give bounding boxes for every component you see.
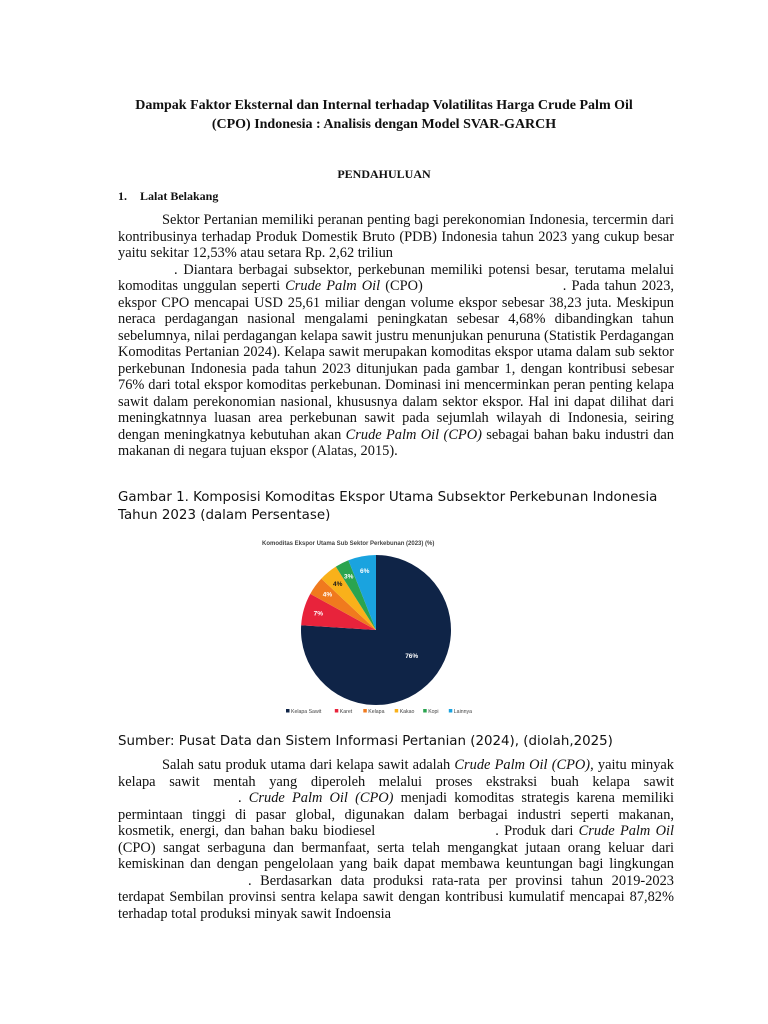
subsection-number: 1. [118, 189, 127, 203]
slice-label-kopi: 3% [344, 573, 354, 581]
p2-sentence-1: Salah satu produk utama dari kelapa sawit adalah [162, 757, 455, 773]
p2-italic-cpo-2: Crude Palm Oil (CPO) [248, 790, 394, 806]
legend-swatch-kopi [423, 709, 427, 713]
p1-italic-cpo: Crude Palm Oil [285, 278, 381, 294]
legend-swatch-kakao [395, 709, 399, 713]
p1-sentence-3: (CPO) [380, 278, 423, 294]
p1-sentence-2: . Diantara berbagai subsektor, perkebunan memiliki potensi besar, terutama melalui komoditas unggulan seperti [118, 261, 674, 294]
legend-label-kopi: Kopi [428, 709, 439, 715]
paper-title [100, 96, 668, 134]
p2-sentence-5: . Produk dari [495, 823, 579, 839]
pie-chart-svg [252, 533, 528, 723]
p1-sentence-4: . Pada tahun 2023, ekspor CPO mencapai USD 25,61 miliar dengan volume ekspor sebesar 38,23 juta. Meskipun neraca perdagangan nasional mengalami peningkatan sebesar 4,68% dibandingkan tahun sebelumnya, nilai perdagangan kelapa sawit justru menunjukan penuruna (Statistik Perdagangan Komoditas Pertanian 2024). Kelapa sawit merupakan komoditas ekspor utama dalam sub sektor perkebunan Indonesia pada tahun 2023 ditunjukan pada gambar 1, dengan kontribusi sebesar 76% dari total ekspor komoditas perkebunan. Dominasi ini mencerminkan peran penting kelapa sawit dalam perekonomian nasional, khususnya dalam sektor ekspor. Hal ini dapat dilihat dari meningkatnnya luasan area perkebunan sawit pada sejumlah wilayah di Indonesia, seiring dengan meningkatnya kebutuhan akan [118, 278, 675, 443]
legend-swatch-kelapa [363, 709, 367, 713]
p2-sentence-6: (CPO) sangat serbaguna dan bermanfaat, serta telah mengangkat jutaan orang keluar dari kemiskinan dan dengan pengelolaan yang baik dapat membawa keuntungan bagi lingkungan [118, 839, 674, 872]
p1-italic-cpo-2: Crude Palm Oil (CPO) [345, 426, 482, 443]
chart-title: Komoditas Ekspor Utama Sub Sektor Perkebunan (2023) (%) [262, 541, 435, 547]
p2-italic-cpo-3: Crude Palm Oil [578, 823, 675, 839]
paragraph-2-text [118, 757, 674, 922]
paper-title-line-2: (CPO) Indonesia : Analisis dengan Model SVAR-GARCH [211, 117, 557, 132]
p2-sentence-2: , yaitu minyak kelapa sawit mentah yang diperoleh melalui proses ekstraksi buah kelapa sawit [118, 757, 675, 790]
slice-label-lainnya: 6% [360, 568, 370, 576]
p2-italic-cpo: Crude Palm Oil (CPO) [454, 757, 591, 773]
subsection-heading [118, 189, 218, 204]
legend-swatch-karet [335, 709, 339, 713]
legend-swatch-kelapa-sawit [286, 709, 290, 713]
figure-source: Sumber: Pusat Data dan Sistem Informasi Pertanian (2024), (diolah,2025) [118, 734, 613, 749]
p1-sentence-5: sebagai bahan baku industri dan makanan di negara tujuan ekspor (Alatas, 2015). [118, 426, 674, 459]
paragraph-1 [118, 212, 674, 460]
p2-sentence-4: menjadi komoditas strategis karena memiliki permintaan tinggi di pasar global, digunakan dalam berbagai industri seperti makanan, kosmetik, energi, dan bahan baku biodiesel [118, 790, 674, 839]
legend-label-kakao: Kakao [399, 709, 415, 715]
legend-label-kelapa-sawit: Kelapa Sawit [291, 709, 322, 715]
p2-sentence-3: . [238, 790, 249, 806]
legend-label-lainnya: Lainnya [453, 709, 472, 715]
legend-swatch-lainnya [449, 709, 453, 713]
slice-label-kelapa: 4% [322, 591, 333, 599]
section-heading: PENDAHULUAN [337, 167, 431, 181]
legend-label-kelapa: Kelapa [368, 709, 385, 715]
figure-caption: Gambar 1. Komposisi Komoditas Ekspor Utama Subsektor Perkebunan Indonesia Tahun 2023 (dalam Persentase) [118, 490, 658, 523]
paragraph-2 [118, 757, 674, 922]
subsection-title: Lalat Belakang [140, 189, 219, 203]
p2-sentence-7: . Berdasarkan data produksi rata-rata per provinsi tahun 2019-2023 terdapat Sembilan provinsi sentra kelapa sawit dengan kontribusi kumulatif mencapai 87,82% terhadap total produksi minyak sawit Indoensia [118, 872, 674, 922]
pie-chart [252, 533, 528, 723]
slice-label-kakao: 4% [333, 580, 343, 588]
slice-label-kelapa-sawit: 76% [405, 653, 419, 661]
p1-sentence-1: Sektor Pertanian memiliki peranan penting bagi perekonomian Indonesia, tercermin dari kontribusinya terhadap Produk Domestik Bruto (PDB) Indonesia tahun 2023 yang cukup besar yaitu sekitar 12,53% atau setara Rp. 2,62 triliun [118, 212, 674, 261]
legend-label-karet: Karet [339, 709, 353, 715]
slice-label-karet: 7% [313, 610, 324, 618]
paper-title-line-1: Dampak Faktor Eksternal dan Internal terhadap Volatilitas Harga Crude Palm Oil [135, 98, 633, 113]
paragraph-1-text [118, 212, 674, 460]
